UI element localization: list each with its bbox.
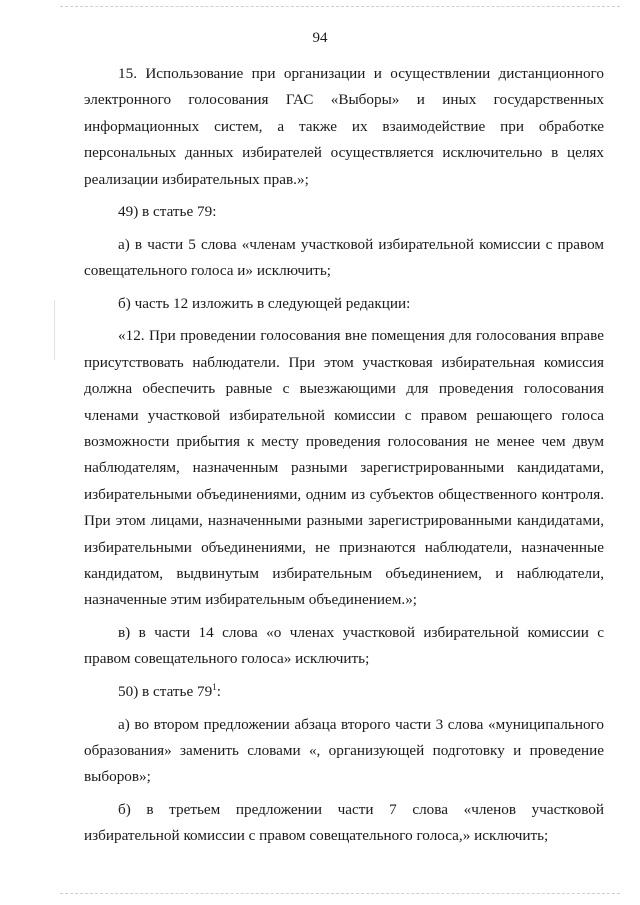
page-number: 94 (312, 30, 328, 46)
paragraph-subitem-a: а) в части 5 слова «членам участковой избирательной комиссии с правом совещательного голоса и» исключить; (84, 235, 604, 280)
scan-bottom-edge (60, 893, 620, 894)
article-heading-text: 50) в статье 79 (118, 683, 213, 701)
paragraph-item-15: 15. Использование при организации и осуществлении дистанционного электронного голосования ГАС «Выборы» и иных государственных информационных систем, а также их взаимодействие при обработке персональных данных избирателей осуществляется исключительно в целях реализации избирательных прав.»; (84, 65, 604, 188)
paragraph-article-79-1 (84, 679, 604, 705)
paragraph-subitem-b: б) часть 12 изложить в следующей редакции: (118, 294, 411, 312)
paragraph-article-79: 49) в статье 79: (118, 203, 217, 221)
paragraph-subitem-b-79-1: б) в третьем предложении части 7 слова «членов участковой избирательной комиссии с правом совещательного голоса,» исключить; (84, 801, 604, 845)
scan-margin-mark (54, 300, 55, 360)
article-heading-colon: : (216, 683, 221, 701)
paragraph-part-12-text: «12. При проведении голосования вне помещения для голосования вправе присутствовать наблюдатели. При этом участковая избирательная комиссия должна обеспечить равные с выезжающими для проведения голосования членами участковой избирательной комиссии с правом решающего голоса возможности прибытия к месту проведения голосования не менее чем двум наблюдателям, назначенным разными зарегистрированными кандидатами, избирательными объединениями, одним из субъектов общественного контроля. При этом лицами, назначенными разными зарегистрированными кандидатами, избирательными объединениями, не признаются наблюдатели, назначенные кандидатом, выдвинутым избирательным объединением, и наблюдатели, назначенные этим избирательным объединением.»; (84, 327, 604, 609)
scan-top-edge (60, 6, 620, 7)
article-superscript: 1 (212, 682, 217, 692)
paragraph-subitem-v: в) в части 14 слова «о членах участковой избирательной комиссии с правом совещательного голоса» исключить; (84, 624, 604, 668)
paragraph-subitem-a-79-1: а) во втором предложении абзаца второго части 3 слова «муниципального образования» заменить словами «, организующей подготовку и проведение выборов»; (84, 715, 604, 786)
document-body (84, 61, 604, 856)
